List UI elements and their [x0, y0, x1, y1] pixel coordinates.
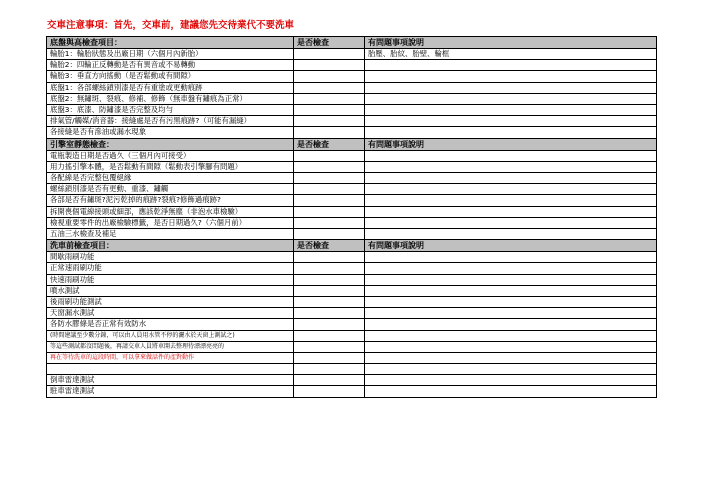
- notes-cell[interactable]: [365, 229, 657, 240]
- check-cell[interactable]: [294, 386, 365, 397]
- notes-cell[interactable]: [365, 60, 657, 71]
- item-cell: 檢視重要零件的出廠檢驗標籤，是否日期過久?（六個月前）: [47, 217, 294, 228]
- table-row: [47, 60, 657, 71]
- table-row: [47, 375, 657, 386]
- table-row: [47, 173, 657, 184]
- check-cell[interactable]: [294, 195, 365, 206]
- check-cell[interactable]: [294, 364, 365, 375]
- note-text: (時間建議至少數分鐘，可以由人員用水管不停的灑水於天窗上測試之): [47, 330, 294, 341]
- note-row: [47, 341, 657, 352]
- notes-cell[interactable]: [365, 386, 657, 397]
- check-cell[interactable]: [294, 206, 365, 217]
- notes-cell[interactable]: [365, 127, 657, 138]
- table-row: [47, 252, 657, 263]
- item-cell: 間歇雨刷功能: [47, 252, 294, 263]
- check-cell[interactable]: [294, 297, 365, 308]
- item-cell: 快速雨刷功能: [47, 274, 294, 285]
- table-row: [47, 150, 657, 161]
- check-cell[interactable]: [294, 93, 365, 104]
- item-cell: 輪胎2：四輪正反轉動是否有異音或不易轉動: [47, 60, 294, 71]
- notes-cell[interactable]: [365, 206, 657, 217]
- table-row: [47, 93, 657, 104]
- page-title: 交車注意事項：首先，交車前，建議您先交待業代不要洗車: [47, 20, 295, 31]
- check-cell[interactable]: [294, 60, 365, 71]
- header-item: 洗車前檢查項目：: [47, 240, 294, 252]
- notes-cell[interactable]: 胎壓、胎紋、胎壁、輪框: [365, 49, 657, 60]
- section-header-chassis: [47, 37, 657, 49]
- item-cell: 底盤2：無鏽斑、裂痕、修補、修飾（無車盤有鏽痕為正常）: [47, 93, 294, 104]
- item-cell: 螺絲鎖別漆是否有更動、重漆、鏽觸: [47, 184, 294, 195]
- header-checked: 是否檢查: [294, 240, 365, 252]
- notes-cell[interactable]: [365, 330, 657, 341]
- blank-row: [47, 364, 657, 375]
- check-cell[interactable]: [294, 49, 365, 60]
- table-row: [47, 161, 657, 172]
- table-row: [47, 195, 657, 206]
- item-cell: 各防水膠條是否正常有效防水: [47, 319, 294, 330]
- table-row: [47, 386, 657, 397]
- table-row: [47, 217, 657, 228]
- table-row: [47, 263, 657, 274]
- table-row: [47, 71, 657, 82]
- note-text: 等這些測試都沒問題後，再請交車人員將車開去整理待漂漂亮亮的: [47, 341, 294, 352]
- header-notes: 有問題事項說明: [365, 138, 657, 150]
- table-row: [47, 105, 657, 116]
- table-row: [47, 308, 657, 319]
- item-cell: 拆開喪個電線接頭或細部，應該乾淨無塵（非泡水車檢驗）: [47, 206, 294, 217]
- check-cell[interactable]: [294, 375, 365, 386]
- check-cell[interactable]: [294, 71, 365, 82]
- item-cell: 輪胎3：垂直方向搖動（是否鬆動或有間隙）: [47, 71, 294, 82]
- notes-cell[interactable]: [365, 341, 657, 352]
- table-row: [47, 127, 657, 138]
- check-cell[interactable]: [294, 319, 365, 330]
- table-row: [47, 319, 657, 330]
- notes-cell[interactable]: [365, 285, 657, 296]
- item-cell: 底盤1：各部螺絲鎖別漆是否有重塗或更動痕跡: [47, 82, 294, 93]
- header-notes: 有問題事項說明: [365, 37, 657, 49]
- note-text: 再在等待洗車的這段時間，可以拿來做話件的產對動作: [47, 353, 294, 364]
- item-cell: 用力搖引擎本體，是否鬆動有間隙（鬆動表引擎腳有問題）: [47, 161, 294, 172]
- check-cell[interactable]: [294, 308, 365, 319]
- item-cell: 底盤3：底漆、防鏽漆是否完整及均勻: [47, 105, 294, 116]
- notes-cell[interactable]: [365, 93, 657, 104]
- check-cell[interactable]: [294, 341, 365, 352]
- checklist-table: [46, 36, 657, 398]
- check-cell[interactable]: [294, 82, 365, 93]
- table-row: [47, 82, 657, 93]
- table-row: [47, 285, 657, 296]
- item-cell: 倒車雷達測試: [47, 375, 294, 386]
- notes-cell[interactable]: [365, 364, 657, 375]
- header-notes: 有問題事項說明: [365, 240, 657, 252]
- notes-cell[interactable]: [365, 150, 657, 161]
- notes-cell[interactable]: [365, 319, 657, 330]
- notes-cell[interactable]: [365, 252, 657, 263]
- item-cell: 天窗漏水測試: [47, 308, 294, 319]
- item-cell: 各配線是否完整包覆絕緣: [47, 173, 294, 184]
- table-row: [47, 49, 657, 60]
- check-cell[interactable]: [294, 330, 365, 341]
- item-cell: 各接縫是否有滲油或漏水現象: [47, 127, 294, 138]
- item-cell: 電瓶製造日期是否過久（三個月內可接受）: [47, 150, 294, 161]
- note-row: [47, 330, 657, 341]
- item-cell: 各部是否有鏽斑?泥污乾掉的痕跡?裂痕?修飾過痕跡?: [47, 195, 294, 206]
- check-cell[interactable]: [294, 274, 365, 285]
- check-cell[interactable]: [294, 252, 365, 263]
- notes-cell[interactable]: [365, 161, 657, 172]
- table-row: [47, 184, 657, 195]
- check-cell[interactable]: [294, 353, 365, 364]
- check-cell[interactable]: [294, 184, 365, 195]
- check-cell[interactable]: [294, 285, 365, 296]
- notes-cell[interactable]: [365, 105, 657, 116]
- item-cell: 五油三水檢查及補足: [47, 229, 294, 240]
- section-header-engine: [47, 138, 657, 150]
- check-cell[interactable]: [294, 229, 365, 240]
- check-cell[interactable]: [294, 127, 365, 138]
- notes-cell[interactable]: [365, 353, 657, 364]
- item-cell: 輪胎1：輪胎狀態及出廠日期（六個月內新胎）: [47, 49, 294, 60]
- notes-cell[interactable]: [365, 173, 657, 184]
- notes-cell[interactable]: [365, 297, 657, 308]
- notes-cell[interactable]: [365, 375, 657, 386]
- check-cell[interactable]: [294, 150, 365, 161]
- item-cell: 後雨刷功能測試: [47, 297, 294, 308]
- item-cell: 駐車雷達測試: [47, 386, 294, 397]
- notes-cell[interactable]: [365, 82, 657, 93]
- notes-cell[interactable]: [365, 274, 657, 285]
- table-row: [47, 116, 657, 127]
- notes-cell[interactable]: [365, 71, 657, 82]
- check-cell[interactable]: [294, 161, 365, 172]
- header-item: 引擎室靜態檢查：: [47, 138, 294, 150]
- check-cell[interactable]: [294, 263, 365, 274]
- table-row: [47, 274, 657, 285]
- check-cell[interactable]: [294, 116, 365, 127]
- item-cell: 噴水測試: [47, 285, 294, 296]
- check-cell[interactable]: [294, 173, 365, 184]
- header-checked: 是否檢查: [294, 138, 365, 150]
- item-cell: [47, 364, 294, 375]
- notes-cell[interactable]: [365, 116, 657, 127]
- table-row: [47, 206, 657, 217]
- item-cell: 排氣管/觸媒/消音器：接縫處是否有污黑痕跡?（可能有漏縫）: [47, 116, 294, 127]
- table-row: [47, 297, 657, 308]
- notes-cell[interactable]: [365, 184, 657, 195]
- item-cell: 正常速雨刷功能: [47, 263, 294, 274]
- check-cell[interactable]: [294, 105, 365, 116]
- section-header-prewash: [47, 240, 657, 252]
- table-row: [47, 229, 657, 240]
- header-checked: 是否檢查: [294, 37, 365, 49]
- check-cell[interactable]: [294, 217, 365, 228]
- notes-cell[interactable]: [365, 308, 657, 319]
- notes-cell[interactable]: [365, 217, 657, 228]
- notes-cell[interactable]: [365, 195, 657, 206]
- notes-cell[interactable]: [365, 263, 657, 274]
- header-item: 底盤與高檢查項目：: [47, 37, 294, 49]
- note-row: [47, 353, 657, 364]
